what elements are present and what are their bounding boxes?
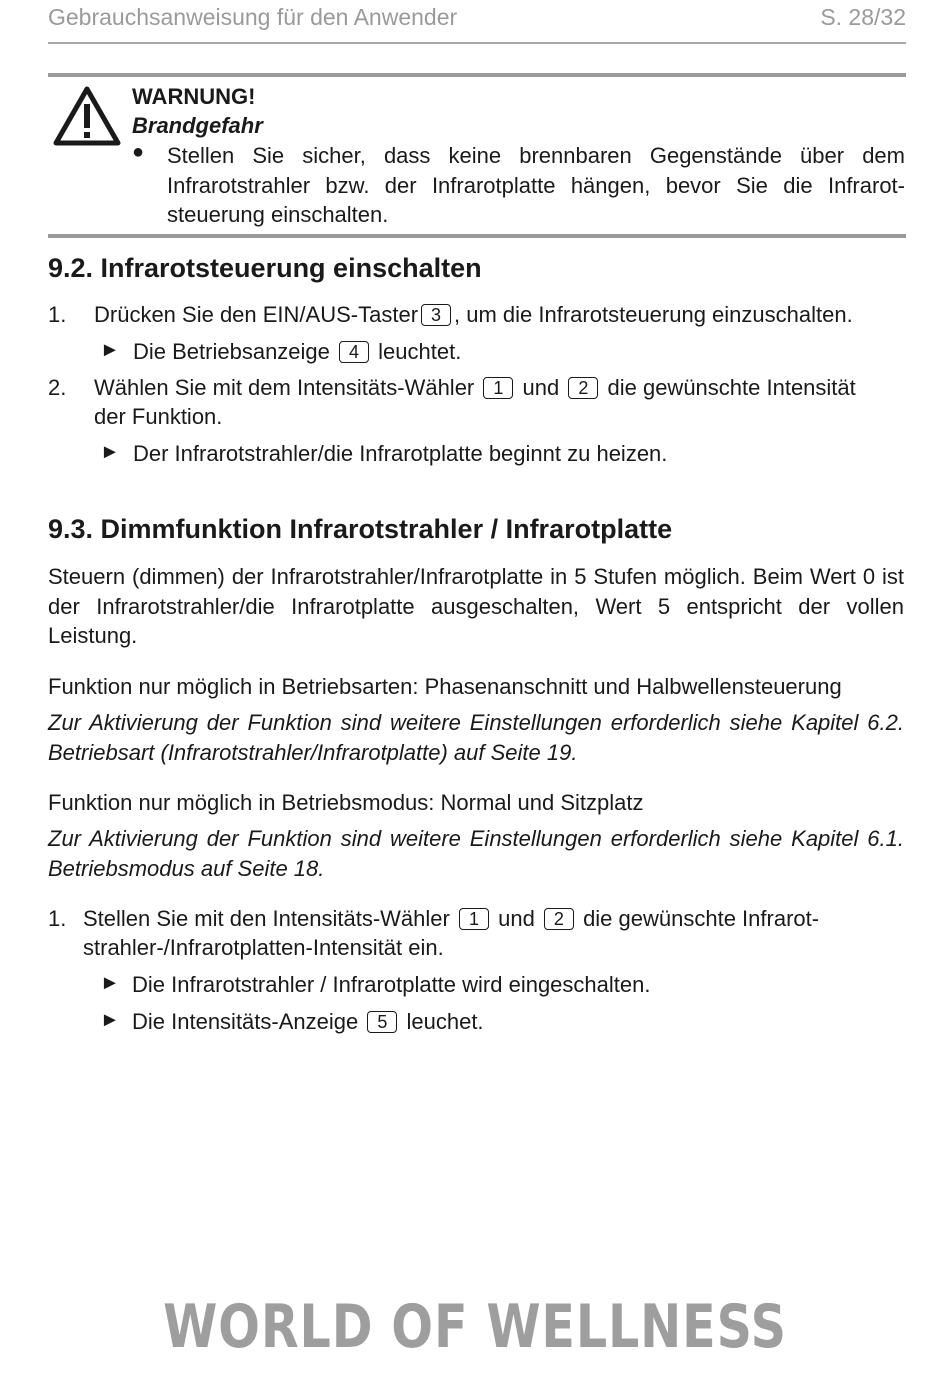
reference-number-box: 4 — [339, 341, 369, 363]
mode-requirement: Funktion nur möglich in Betriebsarten: Phasenanschnitt und Halbwellensteuerung — [48, 674, 842, 699]
warning-top-rule — [48, 73, 906, 77]
result-text — [132, 1007, 484, 1037]
warning-triangle-icon — [53, 86, 121, 146]
step-text-part: die gewünschte Intensität — [607, 375, 856, 400]
section-heading-9-2: 9.2. Infrarotsteuerung einschalten — [48, 253, 482, 283]
step-text-part: , um die Infrarotsteuerung einzuschalten. — [454, 302, 853, 327]
reference-number-box: 3 — [421, 304, 451, 326]
step-text — [94, 373, 906, 403]
step-number: 1. — [48, 302, 67, 327]
step-text-continued: der Funktion. — [94, 404, 223, 429]
result-arrow-icon: ► — [100, 339, 120, 361]
result-text-part: Die Betriebsanzeige — [133, 339, 330, 364]
warning-bottom-rule — [48, 234, 906, 238]
bullet-icon: ● — [132, 141, 145, 163]
result-text-part: leuchet. — [406, 1009, 484, 1034]
step-text-part: Stellen Sie mit den Intensitäts-Wähler — [83, 906, 450, 931]
page-number: S. 28/32 — [820, 4, 906, 30]
step-number: 1. — [48, 906, 67, 931]
result-text: Die Infrarotstrahler / Infrarotplatte wird eingeschalten. — [132, 972, 651, 997]
result-arrow-icon: ► — [100, 972, 120, 994]
header-divider — [48, 42, 906, 44]
result-text: Der Infrarotstrahler/die Infrarotplatte beginnt zu heizen. — [133, 441, 668, 466]
mode-requirement: Funktion nur möglich in Betriebsmodus: Normal und Sitzplatz — [48, 790, 644, 815]
reference-number-box: 1 — [459, 908, 489, 930]
step-text — [94, 300, 906, 330]
mode-note: Zur Aktivierung der Funktion sind weitere Einstellungen erforderlich siehe Kapitel 6.2. Betriebsart (Infrarotstrahler/Infrarotplatte) auf Seite 19. — [48, 710, 904, 765]
reference-number-box: 1 — [483, 377, 513, 399]
result-text — [133, 337, 461, 367]
step-text-continued: strahler-/Infrarotplatten-Intensität ein. — [83, 935, 444, 960]
step-text — [83, 904, 905, 934]
step-text-part: Wählen Sie mit dem Intensitäts-Wähler — [94, 375, 475, 400]
section-intro: Steuern (dimmen) der Infrarotstrahler/Infrarotplatte in 5 Stufen möglich. Beim Wert 0 ist der Infrarotstrahler/die Infrarotplatte ausgeschalten, Wert 5 entspricht der vollen Leistung. — [48, 564, 904, 648]
warning-subtitle: Brandgefahr — [132, 113, 263, 138]
section-heading-9-3: 9.3. Dimmfunktion Infrarotstrahler / Infrarotplatte — [48, 514, 673, 544]
warning-title: WARNUNG! — [132, 84, 256, 109]
result-text-part: Die Intensitäts-Anzeige — [132, 1009, 359, 1034]
step-text-part: und — [498, 906, 535, 931]
step-text-part: die gewünschte Infrarot- — [583, 906, 820, 931]
document-title: Gebrauchsanweisung für den Anwender — [48, 4, 458, 30]
result-arrow-icon: ► — [100, 1009, 120, 1031]
reference-number-box: 2 — [544, 908, 574, 930]
result-arrow-icon: ► — [100, 441, 120, 463]
reference-number-box: 2 — [568, 377, 598, 399]
step-text-part: Drücken Sie den EIN/AUS-Taster — [94, 302, 419, 327]
step-text-part: und — [522, 375, 560, 400]
brand-logo: WORLD OF WELLNESS — [163, 1292, 787, 1362]
result-text-part: leuchtet. — [378, 339, 462, 364]
reference-number-box: 5 — [367, 1011, 397, 1033]
mode-note: Zur Aktivierung der Funktion sind weitere Einstellungen erforderlich siehe Kapitel 6.1. Betriebsmodus auf Seite 18. — [48, 826, 904, 881]
warning-bullet-text: Stellen Sie sicher, dass keine brennbaren Gegenstände über dem Infrarotstrahler bzw. der Infrarotplatte hängen, bevor Sie die Infrarotsteuerung einschalten. — [167, 143, 905, 227]
step-number: 2. — [48, 375, 67, 400]
